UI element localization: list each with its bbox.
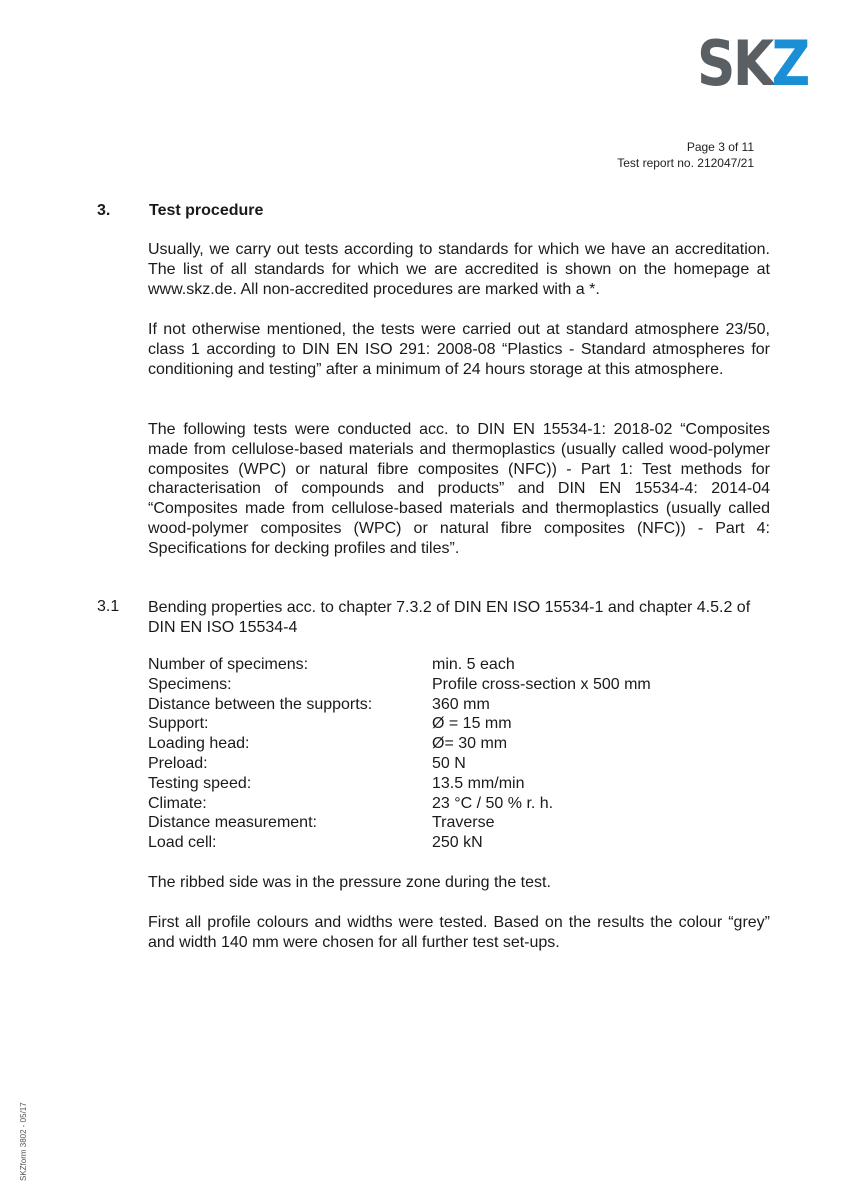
- spec-row: [148, 833, 651, 853]
- spec-value: 13.5 mm/min: [432, 774, 525, 792]
- paragraph-standards: The following tests were conducted acc. to DIN EN 15534-1: 2018-02 “Composites made from cellulose-based materials and thermoplastics (usually called wood-polymer composites (WPC) or natural fibre composites (NFC)) - Part 1: Test methods for characterisation of compounds and products” and DIN EN 15534-4: 2014-04 “Composites made from cellulose-based materials and thermoplastics (usually called wood-polymer composites (WPC) or natural fibre composites (NFC)) - Part 4: Specifications for decking profiles and tiles”.: [148, 421, 770, 557]
- spec-label: Distance measurement:: [148, 814, 317, 832]
- spec-label: Load cell:: [148, 834, 217, 852]
- spec-row: [148, 655, 651, 675]
- spec-row: [148, 695, 651, 715]
- test-parameters-table: [148, 655, 651, 853]
- subsection-title: Bending properties acc. to chapter 7.3.2 of DIN EN ISO 15534-1 and chapter 4.5.2 of DIN EN ISO 15534-4: [148, 599, 751, 636]
- logo-accent-letter: Z: [771, 27, 808, 100]
- spec-value: 50 N: [432, 754, 466, 772]
- spec-row: [148, 813, 651, 833]
- subsection-number: 3.1: [97, 598, 120, 615]
- spec-label: Number of specimens:: [148, 656, 309, 673]
- spec-label: Loading head:: [148, 735, 250, 753]
- spec-value: Profile cross-section x 500 mm: [432, 675, 651, 693]
- spec-label: Support:: [148, 715, 209, 733]
- report-number: Test report no. 212047/21: [617, 156, 754, 170]
- logo-letters: SK: [697, 27, 772, 100]
- spec-value: Ø= 30 mm: [432, 735, 508, 753]
- form-code: SKZform 3802 - 05/17: [19, 1102, 28, 1181]
- note-colour-selection: First all profile colours and widths were tested. Based on the results the colour “grey” and width 140 mm were chosen for all further test set-ups.: [148, 914, 770, 951]
- spec-value: Ø = 15 mm: [432, 715, 512, 733]
- spec-row: [148, 714, 651, 734]
- spec-value: Traverse: [432, 814, 495, 832]
- spec-value: 23 °C / 50 % r. h.: [432, 794, 554, 812]
- spec-value: 250 kN: [432, 834, 483, 852]
- spec-value: min. 5 each: [432, 656, 515, 673]
- spec-row: [148, 774, 651, 794]
- note-ribbed-side: The ribbed side was in the pressure zone during the test.: [148, 874, 551, 891]
- spec-label: Climate:: [148, 794, 207, 812]
- spec-row: [148, 794, 651, 814]
- spec-row: [148, 675, 651, 695]
- spec-label: Distance between the supports:: [148, 695, 373, 713]
- section-title: Test procedure: [149, 202, 264, 219]
- page-number: Page 3 of 11: [686, 140, 754, 154]
- spec-row: [148, 734, 651, 754]
- spec-row: [148, 754, 651, 774]
- paragraph-accreditation: Usually, we carry out tests according to standards for which we have an accreditation. The list of all standards for which we are accredited is shown on the homepage at www.skz.de. All non-accredited procedures are marked with a *.: [148, 241, 770, 298]
- spec-label: Preload:: [148, 754, 208, 772]
- spec-value: 360 mm: [432, 695, 490, 713]
- spec-label: Testing speed:: [148, 774, 252, 792]
- skz-logo: [697, 27, 808, 100]
- section-number: 3.: [97, 202, 111, 219]
- spec-label: Specimens:: [148, 675, 232, 693]
- page-header-meta: [617, 139, 754, 171]
- paragraph-atmosphere: If not otherwise mentioned, the tests were carried out at standard atmosphere 23/50, class 1 according to DIN EN ISO 291: 2008-08 “Plastics - Standard atmospheres for conditioning and testing” after a minimum of 24 hours storage at this atmosphere.: [148, 321, 770, 378]
